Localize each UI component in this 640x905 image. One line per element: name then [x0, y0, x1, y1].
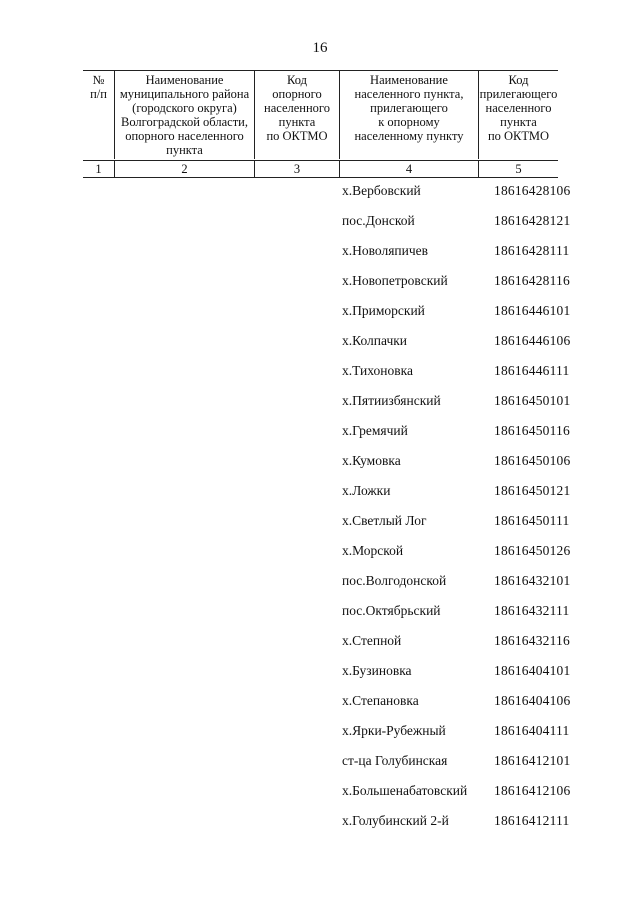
settlement-name: х.Вербовский: [342, 183, 421, 198]
settlement-name: х.Тихоновка: [342, 363, 413, 378]
table-row: [0, 213, 640, 233]
settlement-name: х.Новопетровский: [342, 273, 448, 288]
column-number: 3: [255, 161, 340, 177]
oktmo-code: 18616432111: [494, 603, 570, 618]
oktmo-code: 18616404106: [494, 693, 571, 708]
table-row: [0, 183, 640, 203]
page-number: 16: [312, 40, 328, 56]
table-row: [0, 783, 640, 803]
settlement-name: х.Гремячий: [342, 423, 408, 438]
table-row: [0, 363, 640, 383]
settlement-name: х.Степной: [342, 633, 402, 648]
table-row: [0, 813, 640, 833]
table-row: [0, 723, 640, 743]
oktmo-code: 18616450106: [494, 453, 571, 468]
oktmo-code: 18616450126: [494, 543, 571, 558]
table-row: [0, 453, 640, 473]
header-col-adjacent-name: Наименование населенного пункта, прилегающего к опорному населенному пункту: [340, 71, 479, 159]
column-number: 1: [83, 161, 115, 177]
table-row: [0, 513, 640, 533]
table-row: [0, 303, 640, 323]
oktmo-code: 18616446106: [494, 333, 571, 348]
table-row: [0, 633, 640, 653]
oktmo-code: 18616446101: [494, 303, 571, 318]
settlement-name: х.Кумовка: [342, 453, 401, 468]
settlement-name: пос.Волгодонской: [342, 573, 447, 588]
settlement-name: ст-ца Голубинская: [342, 753, 448, 768]
settlement-name: х.Морской: [342, 543, 404, 558]
oktmo-code: 18616432116: [494, 633, 570, 648]
settlement-name: х.Голубинский 2-й: [342, 813, 449, 828]
column-number: 2: [115, 161, 255, 177]
settlement-name: пос.Донской: [342, 213, 415, 228]
settlement-name: х.Светлый Лог: [342, 513, 427, 528]
oktmo-code: 18616450116: [494, 423, 570, 438]
settlement-name: х.Ярки-Рубежный: [342, 723, 446, 738]
oktmo-code: 18616404101: [494, 663, 571, 678]
column-number: 4: [340, 161, 479, 177]
oktmo-code: 18616428116: [494, 273, 570, 288]
table-row: [0, 393, 640, 413]
table-row: [0, 273, 640, 293]
settlement-name: х.Степановка: [342, 693, 419, 708]
table-row: [0, 333, 640, 353]
settlement-name: х.Большенабатовский: [342, 783, 468, 798]
column-number: 5: [515, 162, 522, 176]
table-row: [0, 243, 640, 263]
header-col-district: Наименование муниципального района (городского округа) Волгоградской области, опорного населенного пункта: [115, 71, 255, 159]
settlement-name: х.Ложки: [342, 483, 391, 498]
table-row: [0, 483, 640, 503]
table-row: [0, 663, 640, 683]
oktmo-code: 18616404111: [494, 723, 570, 738]
oktmo-code: 18616450101: [494, 393, 571, 408]
table-row: [0, 603, 640, 623]
oktmo-code: 18616412111: [494, 813, 570, 828]
oktmo-code: 18616450121: [494, 483, 571, 498]
table-row: [0, 753, 640, 773]
oktmo-code: 18616446111: [494, 363, 570, 378]
settlement-name: пос.Октябрьский: [342, 603, 441, 618]
header-col-number: № п/п: [83, 71, 115, 159]
header-col-base-code: Код опорного населенного пункта по ОКТМО: [255, 71, 340, 159]
settlement-name: х.Пятиизбянский: [342, 393, 441, 408]
settlement-name: х.Приморский: [342, 303, 425, 318]
settlement-name: х.Новоляпичев: [342, 243, 429, 258]
table-row: [0, 423, 640, 443]
column-number-row: [83, 160, 558, 177]
settlement-name: х.Бузиновка: [342, 663, 412, 678]
table-row: [0, 573, 640, 593]
oktmo-code: 18616428111: [494, 243, 570, 258]
oktmo-code: 18616428121: [494, 213, 571, 228]
oktmo-code: 18616432101: [494, 573, 571, 588]
oktmo-code: 18616428106: [494, 183, 571, 198]
table-header: [83, 70, 558, 178]
oktmo-code: 18616412106: [494, 783, 571, 798]
settlement-name: х.Колпачки: [342, 333, 408, 348]
header-col-adjacent-code: Код прилегающего населенного пункта по ОКТМО: [479, 73, 558, 143]
oktmo-code: 18616412101: [494, 753, 571, 768]
oktmo-code: 18616450111: [494, 513, 570, 528]
table-row: [0, 693, 640, 713]
table-row: [0, 543, 640, 563]
